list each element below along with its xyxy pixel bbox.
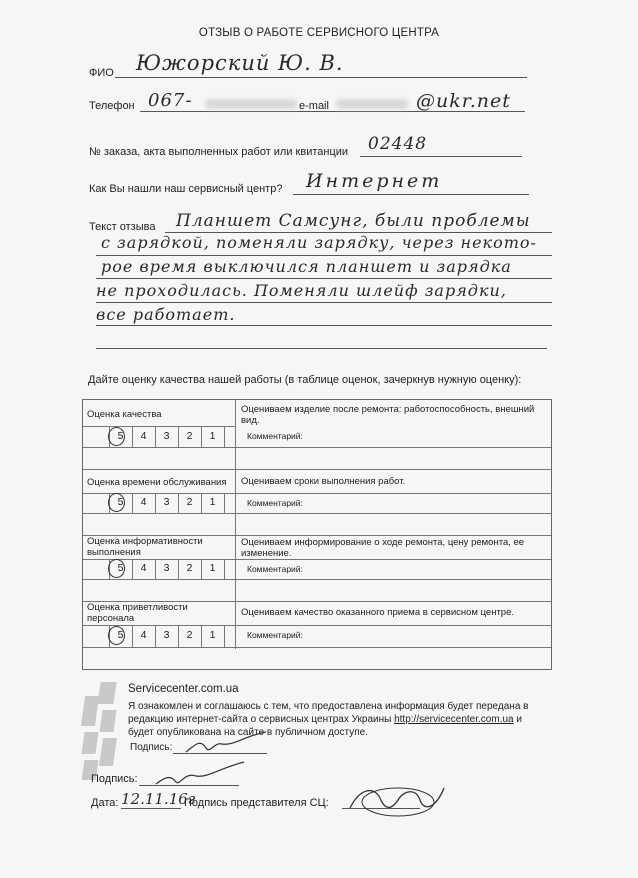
comment-label: Комментарий: <box>247 431 303 441</box>
grade-5[interactable]: 5 <box>117 430 124 442</box>
email-value[interactable]: @ukr.net <box>416 90 511 112</box>
fio-value[interactable]: Южорский Ю. В. <box>136 51 344 75</box>
consent-signature <box>182 728 272 758</box>
grade-2[interactable]: 2 <box>186 562 193 574</box>
grade-2[interactable]: 2 <box>186 629 193 641</box>
grade-divider <box>224 493 225 513</box>
grade-divider <box>224 426 225 447</box>
found-line <box>293 194 529 195</box>
comment-label: Комментарий: <box>247 498 303 508</box>
review-line-2 <box>96 255 552 256</box>
review-text-line: рое время выключился планшет и зарядка <box>101 257 512 276</box>
criterion-name: Оценка качества <box>87 409 162 420</box>
grade-2[interactable]: 2 <box>186 430 193 442</box>
rep-signature <box>340 778 450 822</box>
redacted-email <box>336 99 408 109</box>
site-name: Servicecenter.com.ua <box>128 683 239 695</box>
table-line <box>83 447 551 448</box>
criterion-description: Оцениваем информирование о ходе ремонта, цену ремонта, ее изменение. <box>241 537 525 559</box>
client-signature <box>150 758 250 790</box>
grade-4[interactable]: 4 <box>140 629 147 641</box>
comment-label: Комментарий: <box>247 630 303 640</box>
consent-text-2 <box>128 713 522 727</box>
review-text-line: Планшет Самсунг, были проблемы <box>176 211 531 231</box>
grade-divider <box>224 559 225 579</box>
review-text-line: с зарядкой, поменяли зарядку, через некото- <box>101 233 537 252</box>
grade-divider <box>224 625 225 647</box>
criterion-name: Оценка приветливости персонала <box>87 602 188 624</box>
grade-3[interactable]: 3 <box>163 496 170 508</box>
table-line <box>83 579 551 580</box>
review-text-line: не проходилась. Поменяли шлейф зарядки, <box>96 281 507 300</box>
grade-5[interactable]: 5 <box>117 496 124 508</box>
order-label: № заказа, акта выполненных работ или квитанции <box>89 146 349 158</box>
criterion-description: Оцениваем сроки выполнения работ. <box>241 476 406 487</box>
rating-table <box>82 399 552 670</box>
grade-2[interactable]: 2 <box>186 496 193 508</box>
consent-text-1: Я ознакомлен и соглашаюсь с тем, что предоставлена информация будет передана в <box>128 701 529 712</box>
selected-grade-mark <box>108 559 125 578</box>
criterion-description: Оцениваем изделие после ремонта: работоспособность, внешний вид. <box>241 404 535 426</box>
grade-3[interactable]: 3 <box>163 430 170 442</box>
rep-signature-label: Подпись представителя СЦ: <box>184 797 329 809</box>
review-label: Текст отзыва <box>89 221 156 233</box>
table-line <box>83 469 551 470</box>
selected-grade-mark <box>108 493 125 512</box>
review-line-5 <box>96 325 552 326</box>
review-line-4 <box>96 302 552 303</box>
grade-1[interactable]: 1 <box>209 430 216 442</box>
criterion-name: Оценка информативности выполнения <box>87 536 203 558</box>
phone-label: Телефон <box>89 100 135 112</box>
date-line <box>121 808 181 809</box>
grade-3[interactable]: 3 <box>163 629 170 641</box>
grade-1[interactable]: 1 <box>209 629 216 641</box>
selected-grade-mark <box>108 427 125 446</box>
consent-signature-label: Подпись: <box>130 742 173 753</box>
found-value[interactable]: Интернет <box>306 170 443 192</box>
consent-text-2-start: редакцию интернет-сайта о сервисных центрах Украины <box>128 714 395 725</box>
criterion-description: Оцениваем качество оказанного приема в сервисном центре. <box>241 607 514 618</box>
consent-text-2-end: и <box>513 714 522 725</box>
grade-1[interactable]: 1 <box>209 496 216 508</box>
email-label: e-mail <box>299 100 329 112</box>
rating-heading: Дайте оценку качества нашей работы (в таблице оценок, зачеркнув нужную оценку): <box>88 374 522 386</box>
criterion-name: Оценка времени обслуживания <box>87 477 227 488</box>
order-value[interactable]: 02448 <box>368 134 428 154</box>
review-text-line: все работает. <box>96 305 236 324</box>
review-line-6 <box>96 348 547 349</box>
grade-1[interactable]: 1 <box>209 562 216 574</box>
grade-4[interactable]: 4 <box>140 430 147 442</box>
grade-4[interactable]: 4 <box>140 496 147 508</box>
table-line <box>83 513 551 514</box>
table-line <box>83 647 551 648</box>
found-label: Как Вы нашли наш сервисный центр? <box>89 183 283 195</box>
fio-label: ФИО <box>89 67 114 79</box>
consent-text-3: будет опубликована на сайте в публичном доступе. <box>128 727 368 738</box>
redacted-phone <box>205 99 297 109</box>
comment-label: Комментарий: <box>247 564 303 574</box>
grade-4[interactable]: 4 <box>140 562 147 574</box>
phone-value[interactable]: 067- <box>148 90 193 111</box>
form-title: ОТЗЫВ О РАБОТЕ СЕРВИСНОГО ЦЕНТРА <box>198 27 440 39</box>
order-line <box>360 156 522 157</box>
grade-3[interactable]: 3 <box>163 562 170 574</box>
servicecenter-logo <box>79 682 119 782</box>
grade-5[interactable]: 5 <box>117 562 124 574</box>
review-line-3 <box>96 278 552 279</box>
selected-grade-mark <box>108 626 125 645</box>
fio-line <box>115 77 527 78</box>
table-divider <box>235 400 236 649</box>
signature-label: Подпись: <box>91 773 138 785</box>
date-value[interactable]: 12.11.16г <box>121 790 196 808</box>
grade-5[interactable]: 5 <box>117 629 124 641</box>
date-label: Дата: <box>91 797 119 809</box>
site-link[interactable]: http://servicecenter.com.ua <box>394 714 514 725</box>
